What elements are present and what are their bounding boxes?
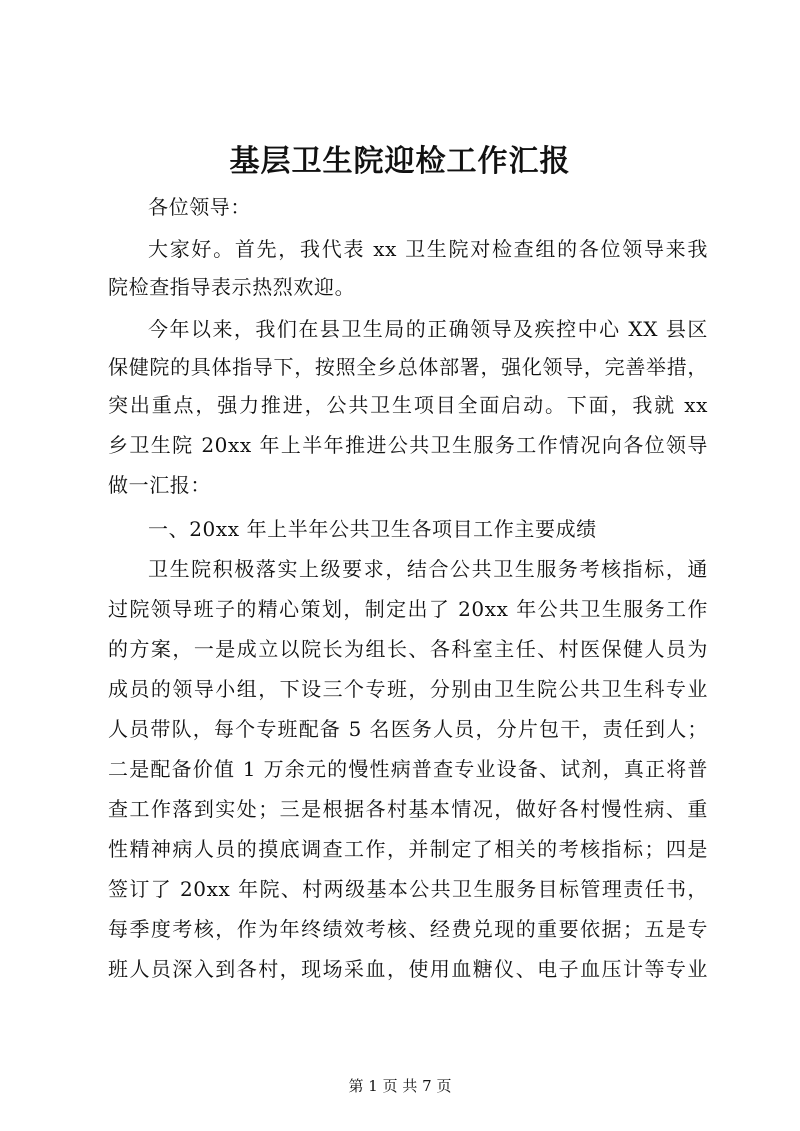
paragraph-line: 卫生院积极落实上级要求，结合公共卫生服务考核指标，通	[148, 557, 708, 581]
section-heading: 一、20xx 年上半年公共卫生各项目工作主要成绩	[148, 517, 597, 541]
paragraph-line: 每季度考核，作为年终绩效考核、经费兑现的重要依据；五是专	[108, 917, 708, 941]
paragraph-line: 做一汇报：	[108, 473, 211, 497]
paragraph-line: 的方案，一是成立以院长为组长、各科室主任、村医保健人员为	[108, 637, 708, 661]
salutation: 各位领导：	[148, 195, 251, 219]
paragraph-line: 二是配备价值 1 万余元的慢性病普查专业设备、试剂，真正将普	[108, 757, 708, 781]
page-number: 第 1 页 共 7 页	[348, 1077, 452, 1095]
paragraph-line: 成员的领导小组，下设三个专班，分别由卫生院公共卫生科专业	[108, 677, 708, 701]
paragraph-line: 班人员深入到各村，现场采血，使用血糖仪、电子血压计等专业	[108, 957, 708, 981]
paragraph-line: 今年以来，我们在县卫生局的正确领导及疾控中心 XX 县区	[148, 317, 708, 341]
document-title: 基层卫生院迎检工作汇报	[229, 144, 571, 179]
paragraph-line: 签订了 20xx 年院、村两级基本公共卫生服务目标管理责任书，	[108, 877, 708, 901]
paragraph-line: 突出重点，强力推进，公共卫生项目全面启动。下面，我就 xx	[108, 393, 708, 417]
paragraph-line: 过院领导班子的精心策划，制定出了 20xx 年公共卫生服务工作	[108, 597, 708, 621]
paragraph-line: 乡卫生院 20xx 年上半年推进公共卫生服务工作情况向各位领导	[108, 433, 708, 457]
paragraph-line: 性精神病人员的摸底调查工作，并制定了相关的考核指标；四是	[108, 837, 708, 861]
paragraph-line: 院检查指导表示热烈欢迎。	[108, 275, 356, 299]
paragraph-line: 大家好。首先，我代表 xx 卫生院对检查组的各位领导来我	[148, 237, 708, 261]
paragraph-line: 保健院的具体指导下，按照全乡总体部署，强化领导，完善举措，	[108, 355, 708, 379]
paragraph-line: 人员带队，每个专班配备 5 名医务人员，分片包干，责任到人；	[108, 717, 708, 741]
paragraph-line: 查工作落到实处；三是根据各村基本情况，做好各村慢性病、重	[108, 797, 708, 821]
